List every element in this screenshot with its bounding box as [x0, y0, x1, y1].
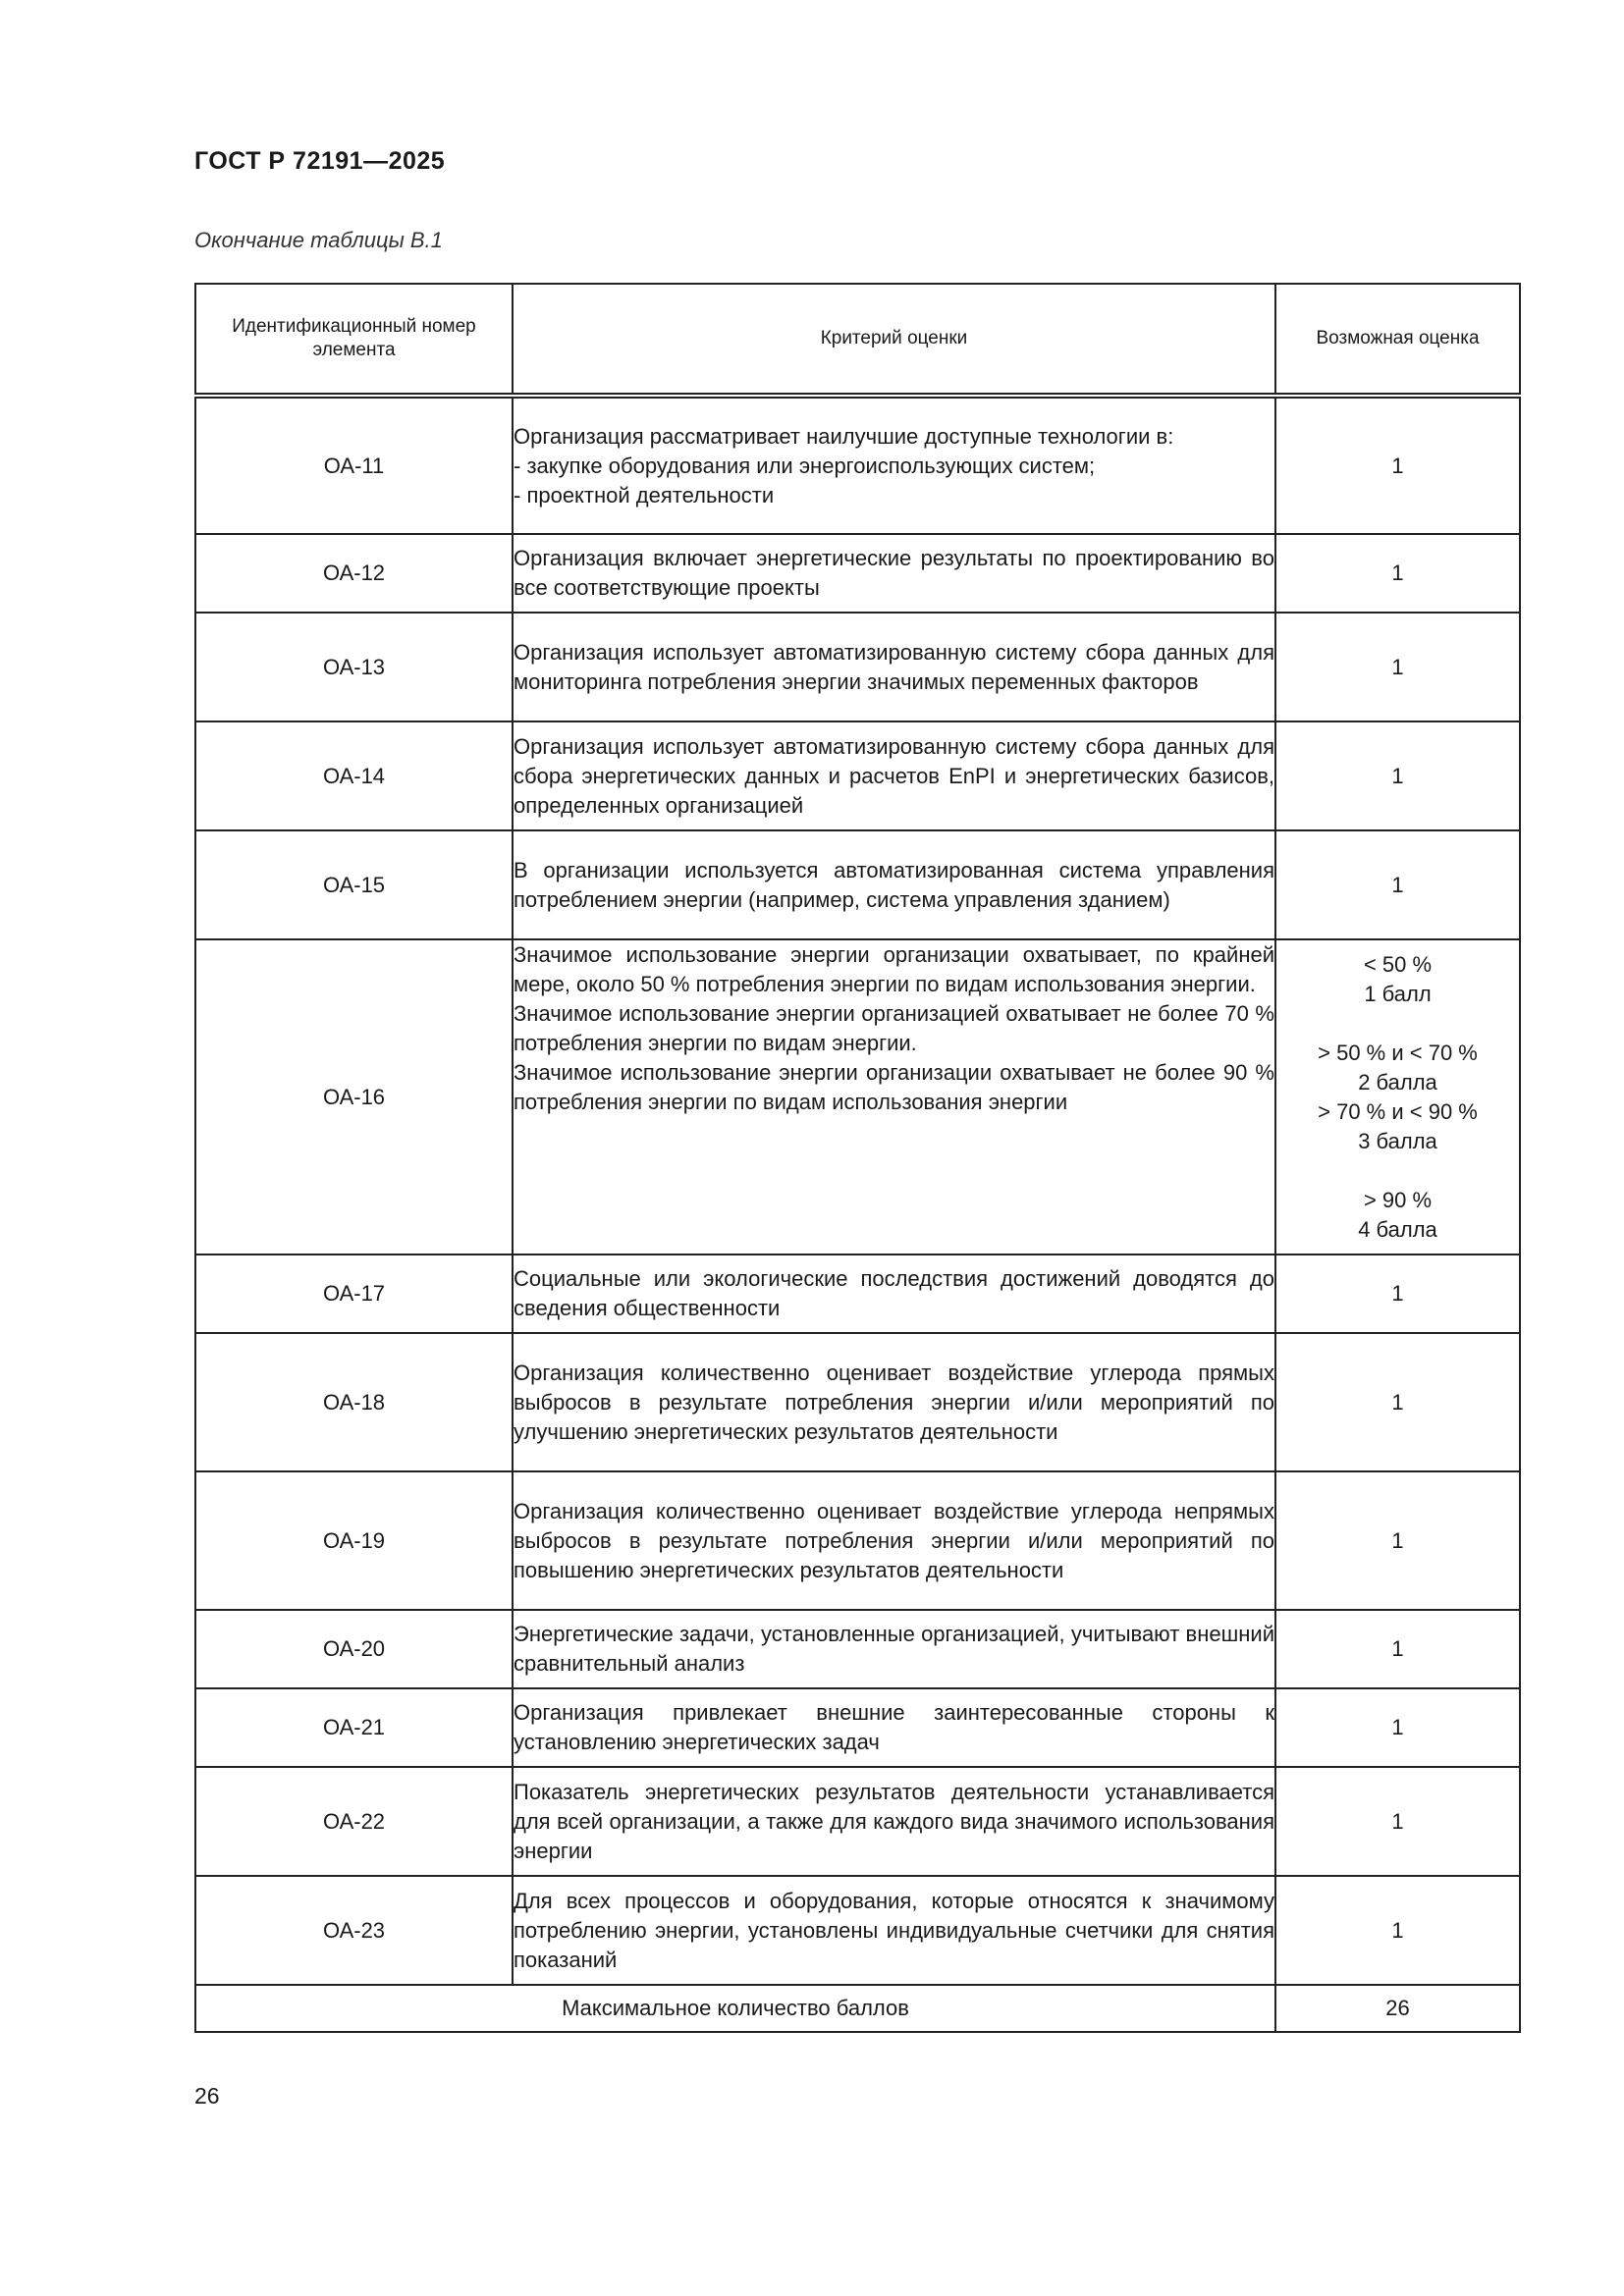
- element-id: ОА-20: [195, 1610, 513, 1688]
- total-label: Максимальное количество баллов: [195, 1985, 1275, 2032]
- table-row: [195, 1876, 1520, 1985]
- table-row: [195, 1471, 1520, 1610]
- total-row: [195, 1985, 1520, 2032]
- table-row: [195, 939, 1520, 1255]
- possible-score: 1: [1275, 1255, 1520, 1333]
- criterion-list-item: - закупке оборудования или энергоиспользующих систем;: [514, 453, 1096, 478]
- element-id: ОА-22: [195, 1767, 513, 1876]
- criterion-text: Для всех процессов и оборудования, которые относятся к значимому потреблению энергии, установлены индивидуальные счетчики для снятия показаний: [513, 1876, 1275, 1985]
- score-line: [1276, 1009, 1519, 1039]
- element-id: ОА-18: [195, 1333, 513, 1471]
- element-id: ОА-16: [195, 939, 513, 1255]
- score-line: 1 балл: [1364, 981, 1432, 1006]
- element-id: ОА-12: [195, 534, 513, 613]
- table-row: [195, 1688, 1520, 1767]
- possible-score: 1: [1275, 1688, 1520, 1767]
- possible-score: 1: [1275, 1876, 1520, 1985]
- table-row: [195, 396, 1520, 534]
- possible-score: 1: [1275, 396, 1520, 534]
- criterion-paragraph: Значимое использование энергии организацией охватывает не более 70 % потребления энергии по видам энергии.: [514, 1001, 1274, 1055]
- element-id: ОА-13: [195, 613, 513, 721]
- assessment-table: [194, 283, 1521, 2033]
- element-id: ОА-11: [195, 396, 513, 534]
- page-number: 26: [194, 2083, 220, 2109]
- criterion-paragraph: Значимое использование энергии организации охватывает не более 90 % потребления энергии по видам использования энергии: [514, 1060, 1274, 1114]
- element-id: ОА-23: [195, 1876, 513, 1985]
- possible-score: 1: [1275, 721, 1520, 830]
- criterion-text: Энергетические задачи, установленные организацией, учитывают внешний сравнительный анализ: [513, 1610, 1275, 1688]
- element-id: ОА-19: [195, 1471, 513, 1610]
- possible-score: 1: [1275, 613, 1520, 721]
- table-row: [195, 613, 1520, 721]
- criterion-text: Показатель энергетических результатов деятельности устанавливается для всей организации, а также для каждого вида значимого использования энергии: [513, 1767, 1275, 1876]
- score-line: [1276, 1156, 1519, 1186]
- table-row: [195, 1767, 1520, 1876]
- table-row: [195, 1333, 1520, 1471]
- criterion-text: Организация количественно оценивает воздействие углерода непрямых выбросов в результате потребления энергии и/или мероприятий по повышению энергетических результатов деятельности: [513, 1471, 1275, 1610]
- element-id: ОА-15: [195, 830, 513, 939]
- element-id: ОА-14: [195, 721, 513, 830]
- criterion-text: Организация количественно оценивает воздействие углерода прямых выбросов в результате потребления энергии и/или мероприятий по улучшению энергетических результатов деятельности: [513, 1333, 1275, 1471]
- possible-score: 1: [1275, 1471, 1520, 1610]
- table-row: [195, 721, 1520, 830]
- score-line: < 50 %: [1363, 951, 1433, 977]
- possible-score: 1: [1275, 1610, 1520, 1688]
- element-id: ОА-21: [195, 1688, 513, 1767]
- possible-score: 1: [1275, 1767, 1520, 1876]
- table-header-row: [195, 284, 1520, 396]
- criterion-text: Организация включает энергетические результаты по проектированию во все соответствующие проекты: [513, 534, 1275, 613]
- possible-score: 1: [1275, 1333, 1520, 1471]
- score-line: > 70 % и < 90 %: [1318, 1098, 1478, 1124]
- criterion-text: Организация использует автоматизированную систему сбора данных для мониторинга потребления энергии значимых переменных факторов: [513, 613, 1275, 721]
- standard-designation: ГОСТ Р 72191—2025: [194, 147, 446, 175]
- possible-score: 1: [1275, 830, 1520, 939]
- column-header-criterion: Критерий оценки: [513, 284, 1275, 396]
- total-score: 26: [1275, 1985, 1520, 2032]
- criterion-text: [513, 396, 1275, 534]
- table-row: [195, 1610, 1520, 1688]
- score-line: 2 балла: [1358, 1069, 1437, 1095]
- criterion-paragraph: Значимое использование энергии организации охватывает, по крайней мере, около 50 % потребления энергии по видам использования энергии.: [514, 942, 1274, 996]
- possible-score-range: [1275, 939, 1520, 1255]
- score-line: > 90 %: [1363, 1187, 1433, 1212]
- criterion-text: Организация привлекает внешние заинтересованные стороны к установлению энергетических задач: [513, 1688, 1275, 1767]
- element-id: ОА-17: [195, 1255, 513, 1333]
- score-line: 3 балла: [1358, 1128, 1437, 1153]
- criterion-line: Организация рассматривает наилучшие доступные технологии в:: [514, 423, 1174, 449]
- table-row: [195, 1255, 1520, 1333]
- possible-score: 1: [1275, 534, 1520, 613]
- column-header-score: Возможная оценка: [1275, 284, 1520, 396]
- score-line: > 50 % и < 70 %: [1318, 1040, 1478, 1065]
- criterion-text: [513, 939, 1275, 1255]
- table-row: [195, 830, 1520, 939]
- table-row: [195, 534, 1520, 613]
- score-line: 4 балла: [1358, 1216, 1437, 1242]
- criterion-text: Социальные или экологические последствия достижений доводятся до сведения общественности: [513, 1255, 1275, 1333]
- criterion-list-item: - проектной деятельности: [514, 482, 775, 507]
- table-caption: Окончание таблицы В.1: [194, 228, 443, 252]
- column-header-id: Идентификационный номер элемента: [195, 284, 513, 396]
- criterion-text: В организации используется автоматизированная система управления потреблением энергии (например, система управления зданием): [513, 830, 1275, 939]
- criterion-text: Организация использует автоматизированную систему сбора данных для сбора энергетических данных и расчетов EnPI и энергетических базисов, определенных организацией: [513, 721, 1275, 830]
